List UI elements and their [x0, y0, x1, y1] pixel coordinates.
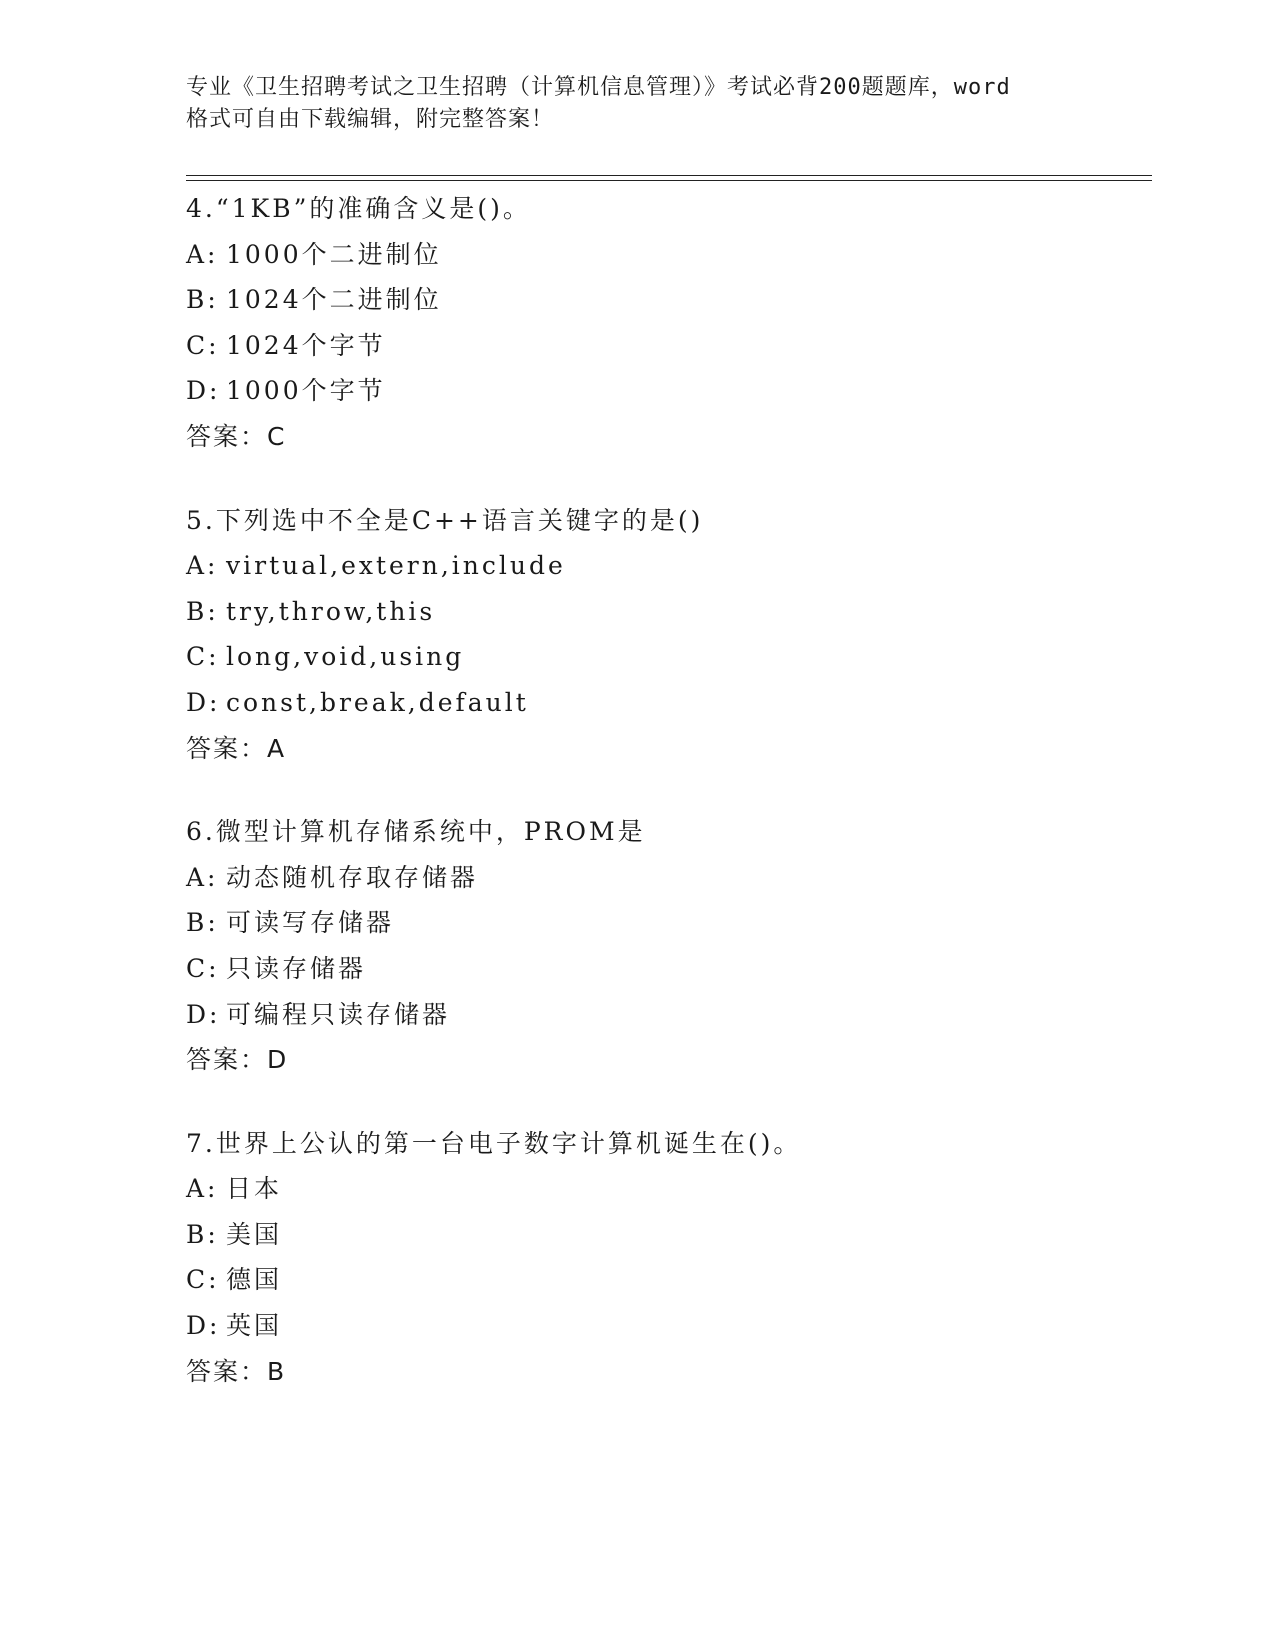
option-text: 1024个二进制位 [226, 285, 442, 315]
question-item [186, 498, 1146, 772]
option-d [186, 368, 1146, 414]
question-title: 6.微型计算机存储系统中，PROM是 [186, 817, 646, 847]
header-line-1: 专业《卫生招聘考试之卫生招聘（计算机信息管理）》考试必背200题题库，word [186, 75, 1011, 100]
question-title: 5.下列选中不全是C++语言关键字的是() [186, 505, 704, 535]
option-d [186, 992, 1146, 1038]
option-a [186, 1166, 1146, 1212]
option-label: B: [186, 1219, 219, 1249]
option-label: A: [186, 862, 219, 892]
option-text: 1000个二进制位 [226, 239, 442, 269]
option-text: 可编程只读存储器 [226, 999, 451, 1029]
option-c [186, 323, 1146, 369]
option-c [186, 946, 1146, 992]
question-item [186, 186, 1146, 460]
option-b [186, 900, 1146, 946]
option-label: A: [186, 239, 219, 269]
option-label: D: [186, 687, 221, 717]
option-label: C: [186, 1265, 220, 1295]
option-label: B: [186, 285, 219, 315]
option-c [186, 1257, 1146, 1303]
option-text: 美国 [226, 1219, 283, 1249]
option-label: C: [186, 330, 220, 360]
option-c [186, 634, 1146, 680]
option-b [186, 277, 1146, 323]
option-label: D: [186, 999, 221, 1029]
option-text: 英国 [226, 1311, 283, 1341]
option-a [186, 543, 1146, 589]
answer-line: 答案：C [186, 421, 287, 451]
answer-line: 答案：D [186, 1045, 289, 1075]
option-a [186, 855, 1146, 901]
option-text: const,break,default [226, 687, 529, 717]
option-b [186, 1212, 1146, 1258]
option-text: 德国 [226, 1265, 283, 1295]
document-header [186, 72, 1086, 136]
header-line-2: 格式可自由下载编辑，附完整答案！ [186, 107, 555, 132]
option-text: try,throw,this [226, 596, 436, 626]
option-b [186, 589, 1146, 635]
option-d [186, 1303, 1146, 1349]
option-label: A: [186, 1174, 219, 1204]
option-text: virtual,extern,include [226, 551, 566, 581]
option-label: D: [186, 1311, 221, 1341]
option-text: 1024个字节 [226, 330, 386, 360]
option-label: B: [186, 596, 219, 626]
option-label: B: [186, 908, 219, 938]
header-divider-bottom [186, 180, 1152, 181]
option-text: 可读写存储器 [226, 908, 395, 938]
question-list [186, 186, 1146, 1432]
option-d [186, 680, 1146, 726]
option-text: long,void,using [226, 642, 465, 672]
option-label: C: [186, 642, 220, 672]
option-a [186, 232, 1146, 278]
option-text: 日本 [226, 1174, 283, 1204]
question-title: 7.世界上公认的第一台电子数字计算机诞生在()。 [186, 1128, 802, 1158]
header-divider-top [186, 175, 1152, 176]
option-label: D: [186, 376, 221, 406]
question-title: 4.“1KB”的准确含义是()。 [186, 194, 531, 223]
question-item [186, 809, 1146, 1083]
option-label: A: [186, 551, 219, 581]
option-text: 1000个字节 [226, 376, 386, 406]
answer-line: 答案：B [186, 1356, 287, 1386]
question-item [186, 1121, 1146, 1395]
answer-line: 答案：A [186, 733, 287, 763]
option-text: 只读存储器 [226, 953, 367, 983]
option-label: C: [186, 953, 220, 983]
option-text: 动态随机存取存储器 [226, 862, 479, 892]
